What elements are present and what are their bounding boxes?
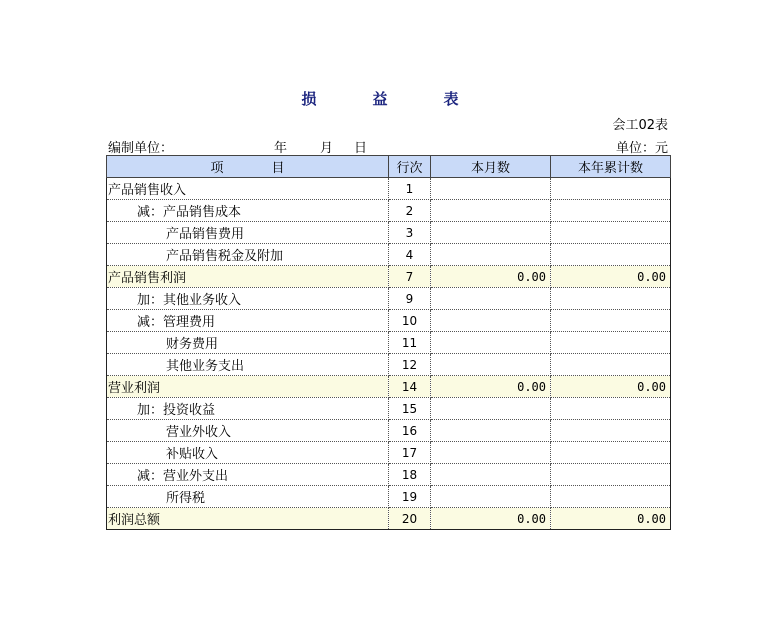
table-row [107,222,671,244]
this-month-cell[interactable] [431,354,551,376]
line-no-cell: 14 [389,376,431,398]
table-header-row [107,156,671,178]
line-no-cell: 10 [389,310,431,332]
ytd-cell[interactable] [551,310,671,332]
table-row [107,354,671,376]
column-header-this-month: 本月数 [431,156,551,178]
this-month-cell[interactable] [431,178,551,200]
this-month-cell[interactable] [431,486,551,508]
this-month-cell[interactable]: 0.00 [431,376,551,398]
line-no-cell: 15 [389,398,431,420]
ytd-cell[interactable] [551,178,671,200]
this-month-cell[interactable] [431,244,551,266]
month-label: 月 [320,141,334,156]
table-row [107,486,671,508]
line-no-cell: 2 [389,200,431,222]
ytd-cell[interactable] [551,354,671,376]
this-month-cell[interactable] [431,442,551,464]
ytd-cell[interactable] [551,420,671,442]
ytd-cell[interactable] [551,332,671,354]
this-month-cell[interactable]: 0.00 [431,266,551,288]
ytd-cell[interactable] [551,442,671,464]
line-no-cell: 9 [389,288,431,310]
this-month-cell[interactable] [431,222,551,244]
ytd-cell[interactable]: 0.00 [551,266,671,288]
table-row [107,508,671,530]
line-no-cell: 16 [389,420,431,442]
this-month-cell[interactable] [431,288,551,310]
ytd-cell[interactable] [551,464,671,486]
table-row [107,288,671,310]
title-char: 表 [443,90,459,108]
day-label: 日 [354,141,368,156]
this-month-cell[interactable] [431,464,551,486]
ytd-cell[interactable] [551,222,671,244]
header-item-b: 目 [271,161,285,176]
column-header-ytd: 本年累计数 [551,156,671,178]
title-char: 益 [372,90,388,108]
item-cell: 其他业务支出 [107,354,389,376]
title-char: 损 [301,90,317,108]
line-no-cell: 12 [389,354,431,376]
table-row [107,376,671,398]
report-info-row [106,137,668,155]
line-no-cell: 20 [389,508,431,530]
ytd-cell[interactable]: 0.00 [551,376,671,398]
ytd-cell[interactable]: 0.00 [551,508,671,530]
ytd-cell[interactable] [551,486,671,508]
table-row [107,420,671,442]
this-month-cell[interactable] [431,310,551,332]
line-no-cell: 18 [389,464,431,486]
item-cell: 减：管理费用 [107,310,389,332]
table-row [107,398,671,420]
this-month-cell[interactable]: 0.00 [431,508,551,530]
item-cell: 加：投资收益 [107,398,389,420]
table-row [107,332,671,354]
ytd-cell[interactable] [551,398,671,420]
line-no-cell: 3 [389,222,431,244]
currency-unit: 单位：元 [615,141,668,156]
line-no-cell: 1 [389,178,431,200]
table-body [107,178,671,530]
item-cell: 产品销售利润 [107,266,389,288]
item-cell: 产品销售收入 [107,178,389,200]
ytd-cell[interactable] [551,244,671,266]
org-label: 编制单位： [108,141,174,156]
line-no-cell: 19 [389,486,431,508]
table-row [107,310,671,332]
line-no-cell: 7 [389,266,431,288]
ytd-cell[interactable] [551,200,671,222]
this-month-cell[interactable] [431,332,551,354]
line-no-cell: 4 [389,244,431,266]
item-cell: 利润总额 [107,508,389,530]
table-row [107,266,671,288]
item-cell: 营业利润 [107,376,389,398]
this-month-cell[interactable] [431,200,551,222]
item-cell: 财务费用 [107,332,389,354]
item-cell: 产品销售税金及附加 [107,244,389,266]
table-row [107,244,671,266]
item-cell: 补贴收入 [107,442,389,464]
form-code: 会工02表 [612,118,668,133]
item-cell: 加：其他业务收入 [107,288,389,310]
item-cell: 营业外收入 [107,420,389,442]
table-row [107,464,671,486]
column-header-line-no: 行次 [389,156,431,178]
year-label: 年 [274,141,288,156]
header-item-a: 项 [210,161,224,176]
line-no-cell: 11 [389,332,431,354]
item-cell: 产品销售费用 [107,222,389,244]
this-month-cell[interactable] [431,420,551,442]
item-cell: 所得税 [107,486,389,508]
item-cell: 减：营业外支出 [107,464,389,486]
table-row [107,442,671,464]
table-row [107,200,671,222]
income-statement-table [106,155,671,530]
page-title [0,88,760,109]
ytd-cell[interactable] [551,288,671,310]
line-no-cell: 17 [389,442,431,464]
column-header-item [107,156,389,178]
item-cell: 减：产品销售成本 [107,200,389,222]
this-month-cell[interactable] [431,398,551,420]
table-row [107,178,671,200]
